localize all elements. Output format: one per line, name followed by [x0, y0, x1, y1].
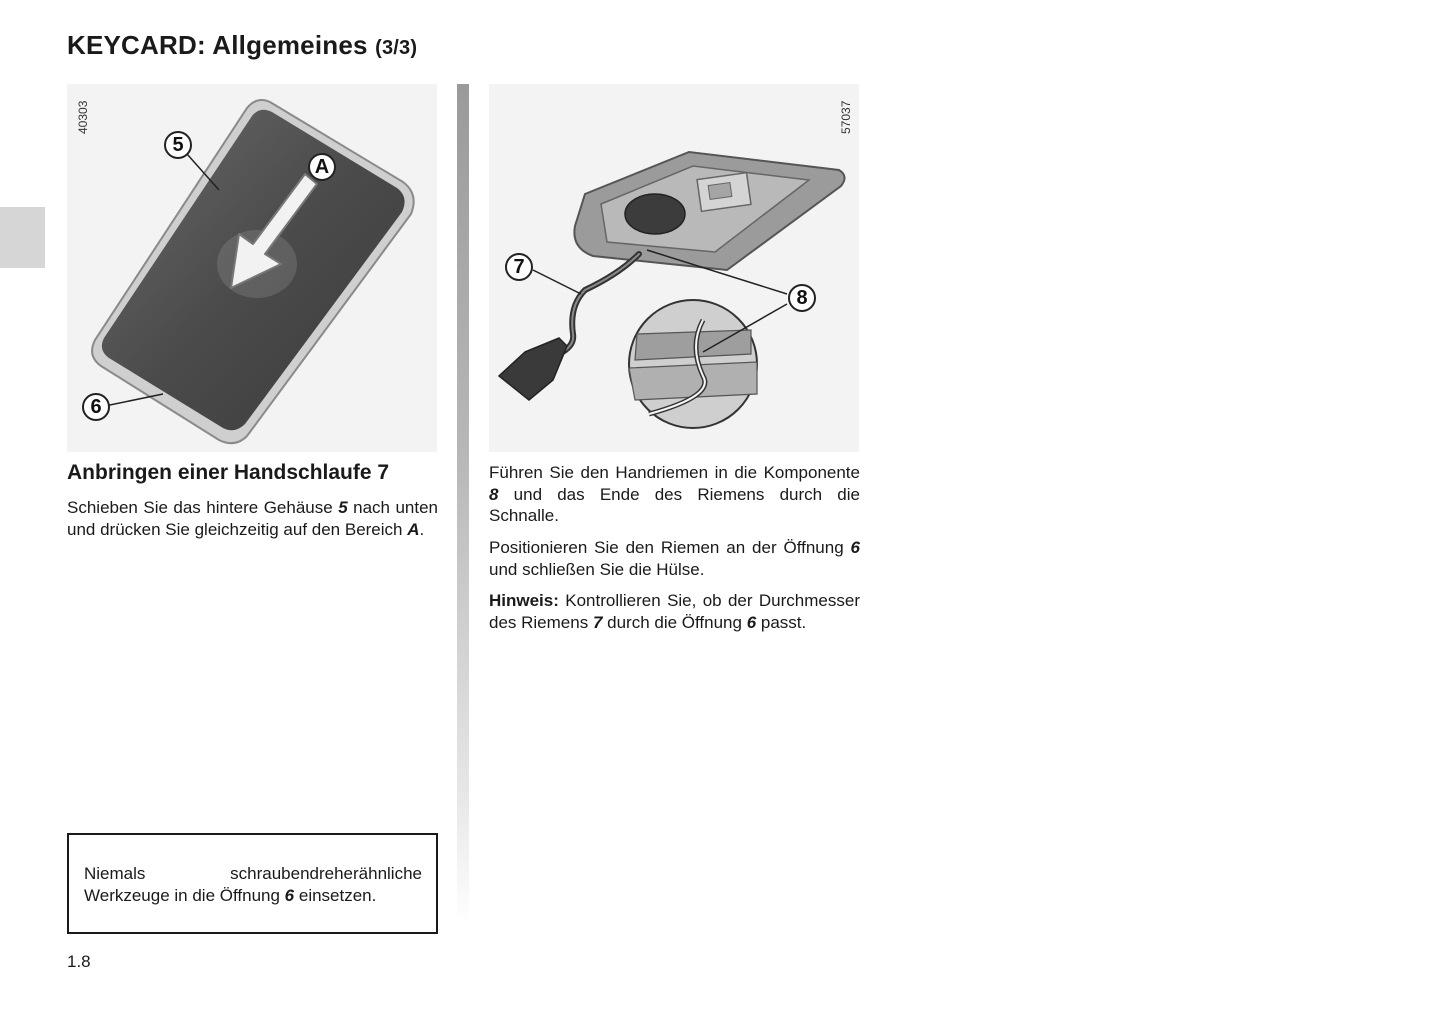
callout-8: 8	[788, 284, 816, 312]
text: Kontrollieren Sie, ob der Durchmesser des Riemens	[489, 591, 860, 632]
text: nach unten und drücken Sie gleichzeitig auf den Bereich	[67, 498, 438, 539]
callout-a: A	[308, 153, 336, 181]
strap-illustration	[489, 84, 859, 452]
page-title-main: KEYCARD: Allgemeines	[67, 30, 368, 60]
instruction-paragraph	[67, 497, 438, 540]
figure-code-right: 57037	[839, 100, 853, 134]
chapter-tab	[0, 207, 45, 268]
text: Niemals schraubendreherähnliche Werkzeuge in die Öffnung	[84, 864, 422, 905]
text: und das Ende des Riemens durch die Schnalle.	[489, 484, 860, 525]
strap-paragraph-2	[489, 537, 860, 580]
ref-6: 6	[284, 885, 295, 905]
ref-6: 6	[746, 612, 757, 632]
ref-8: 8	[489, 484, 499, 504]
callout-6: 6	[82, 393, 110, 421]
text: und schließen Sie die Hülse.	[489, 559, 705, 579]
page-number: 1.8	[67, 952, 91, 971]
warning-box	[67, 833, 438, 934]
figure-code-left: 40303	[76, 100, 90, 134]
section-heading: Anbringen einer Handschlaufe 7	[67, 461, 390, 484]
keycard-figure	[67, 84, 437, 452]
strap-figure	[489, 84, 859, 452]
text: durch die Öffnung	[602, 612, 747, 632]
text: Führen Sie den Handriemen in die Komponente	[489, 463, 860, 482]
ref-7: 7	[592, 612, 603, 632]
ref-a: A	[407, 519, 420, 539]
warning-text	[84, 863, 422, 906]
page-title	[67, 30, 417, 61]
text: einsetzen.	[294, 885, 377, 905]
note-paragraph	[489, 590, 860, 633]
text: passt.	[756, 612, 807, 632]
text: .	[419, 519, 425, 539]
keycard-illustration	[67, 84, 437, 452]
page-title-part: (3/3)	[375, 37, 418, 59]
strap-paragraph-1	[489, 462, 860, 527]
note-label: Hinweis:	[489, 591, 559, 610]
ref-5: 5	[338, 498, 348, 517]
text: Positionieren Sie den Riemen an der Öffnung	[489, 538, 851, 557]
text: Schieben Sie das hintere Gehäuse	[67, 498, 339, 517]
callout-7: 7	[505, 253, 533, 281]
callout-5: 5	[164, 131, 192, 159]
column-divider	[457, 84, 469, 926]
ref-6: 6	[850, 538, 860, 557]
